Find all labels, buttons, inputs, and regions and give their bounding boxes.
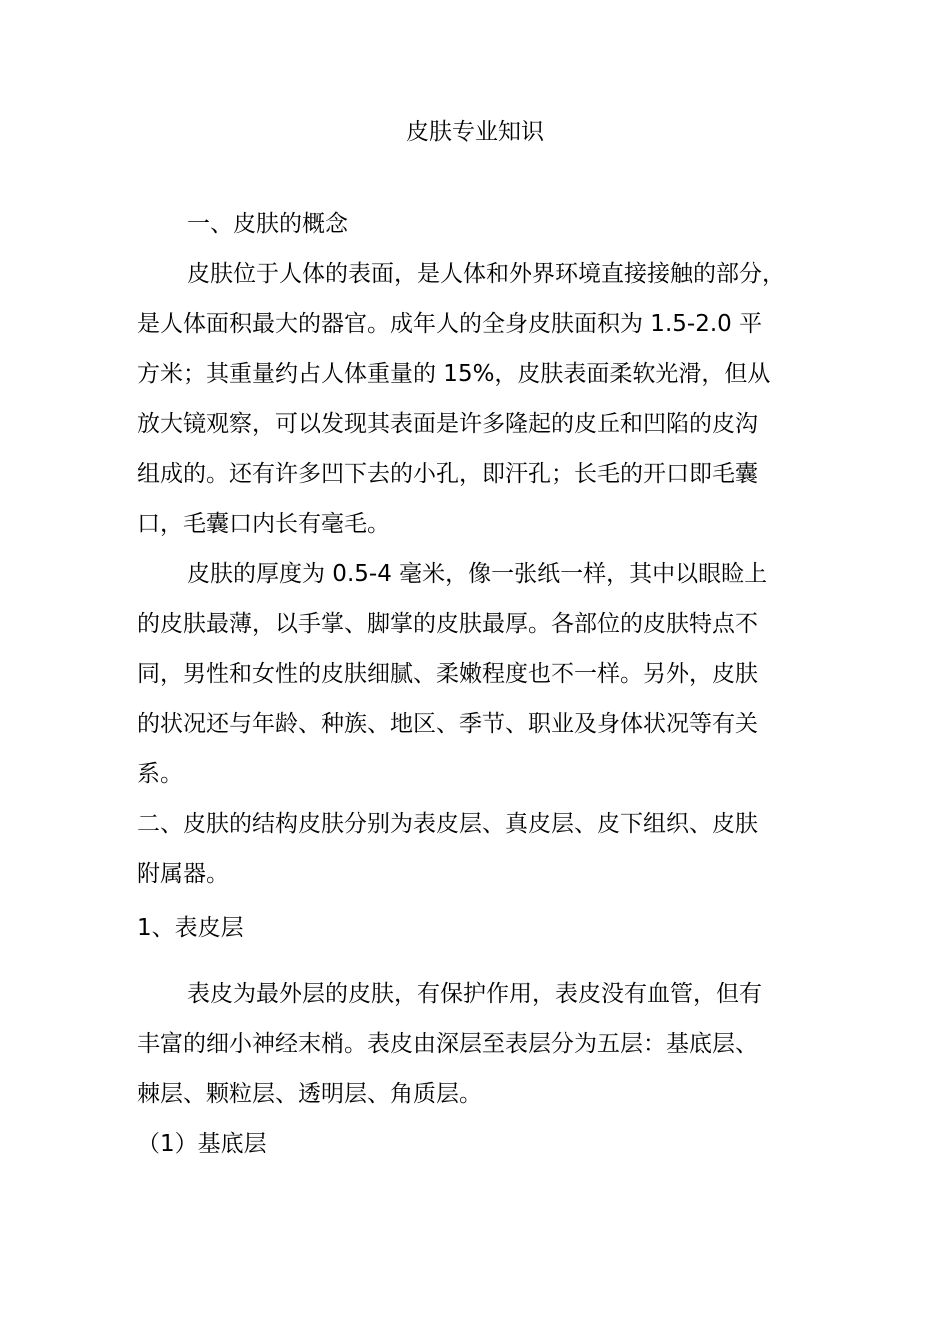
document-title: 皮肤专业知识 bbox=[406, 119, 544, 145]
paragraph-line: 皮肤的厚度为 0.5-4 毫米，像一张纸一样，其中以眼睑上 bbox=[187, 561, 768, 587]
paragraph-line: 附属器。 bbox=[137, 861, 229, 887]
section-heading: 一、皮肤的概念 bbox=[187, 211, 348, 237]
paragraph-line: 丰富的细小神经末梢。表皮由深层至表层分为五层：基底层、 bbox=[137, 1031, 758, 1057]
paragraph-line: 的皮肤最薄，以手掌、脚掌的皮肤最厚。各部位的皮肤特点不 bbox=[137, 611, 758, 637]
section-heading: 二、皮肤的结构皮肤分别为表皮层、真皮层、皮下组织、皮肤 bbox=[137, 811, 758, 837]
paragraph-line: 方米；其重量约占人体重量的 15%，皮肤表面柔软光滑，但从 bbox=[137, 361, 771, 387]
subsection-heading: 1、表皮层 bbox=[137, 915, 244, 941]
paragraph-line: 同，男性和女性的皮肤细腻、柔嫩程度也不一样。另外，皮肤 bbox=[137, 661, 758, 687]
paragraph-line: 表皮为最外层的皮肤，有保护作用，表皮没有血管，但有 bbox=[187, 981, 762, 1007]
paragraph-line: 放大镜观察，可以发现其表面是许多隆起的皮丘和凹陷的皮沟 bbox=[137, 411, 758, 437]
subsection-heading: （1）基底层 bbox=[137, 1131, 267, 1157]
paragraph-line: 是人体面积最大的器官。成年人的全身皮肤面积为 1.5-2.0 平 bbox=[137, 311, 763, 337]
paragraph-line: 组成的。还有许多凹下去的小孔，即汗孔；长毛的开口即毛囊 bbox=[137, 461, 758, 487]
paragraph-line: 的状况还与年龄、种族、地区、季节、职业及身体状况等有关 bbox=[137, 711, 758, 737]
paragraph-line: 棘层、颗粒层、透明层、角质层。 bbox=[137, 1081, 482, 1107]
paragraph-line: 皮肤位于人体的表面，是人体和外界环境直接接触的部分， bbox=[187, 261, 785, 287]
paragraph-line: 系。 bbox=[137, 761, 183, 787]
paragraph-line: 口，毛囊口内长有毫毛。 bbox=[137, 511, 390, 537]
